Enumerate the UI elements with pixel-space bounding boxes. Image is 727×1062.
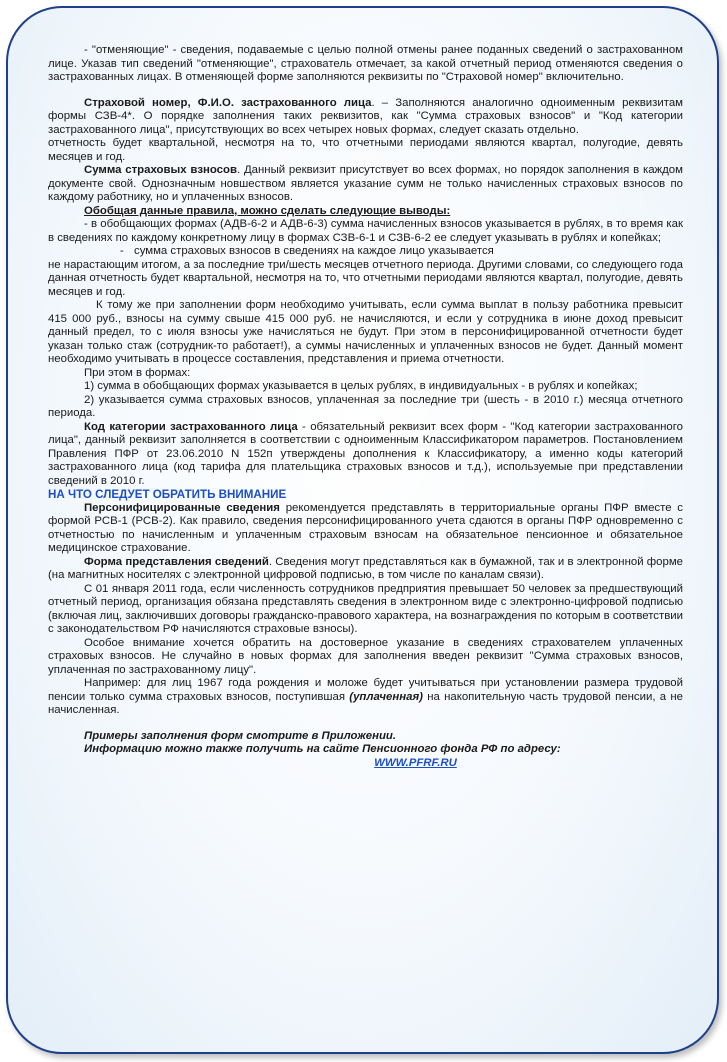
text-example: Например: для лиц 1967 года рождения и моложе будет учитываться при установлении размера трудовой пенсии только сумма страховых взносов, поступившая <box>48 677 683 703</box>
paragraph-in-forms: При этом в формах: <box>84 366 191 379</box>
paragraph-conclusions <box>48 205 683 219</box>
note-appendix: Примеры заполнения форм смотрите в Приложении. <box>84 729 397 742</box>
text-personified-info: рекомендуется представлять в территориальные органы ПФР вместе с формой РСВ-1 (РСВ-2). Как правило, сведения персонифицированного учета сдаются в органы ПФР одновременно с отчетностью по начисленным и уплаченным страховым взносам на обязательное пенсионное и обязательное медицинское страхование. <box>48 501 683 554</box>
paragraph-item-2: 2) указывается сумма страховых взносов, уплаченная за последние три (шесть - в 2010 г.) месяца отчетного периода. <box>48 393 683 419</box>
section-heading: НА ЧТО СЛЕДУЕТ ОБРАТИТЬ ВНИМАНИЕ <box>48 488 287 501</box>
list-dash: - <box>120 245 124 257</box>
term-paid: (уплаченная) <box>349 690 423 703</box>
document-body <box>48 44 683 770</box>
text-submission-form: . Сведения могут представляться как в бумажной, так и в электронной форме (на магнитных носителях с электронной цифровой подписью, в том числе по каналам связи). <box>48 555 684 581</box>
text-per-person: сумма страховых взносов в сведениях на каждое лицо указывается <box>134 245 494 257</box>
paragraph-per-person <box>48 245 683 259</box>
term-submission-form: Форма представления сведений <box>84 555 269 568</box>
text-insurance-number: . – Заполняются аналогично одноименным реквизитам формы СЗВ-4*. О порядке заполнения таких реквизитов, как "Сумма страховых взносов" и "Код категории застрахованного лица", присутствующих во всех четырех новых формах, следует сказать отдельно. <box>48 96 683 136</box>
term-category-code: Код категории застрахованного лица <box>84 420 298 433</box>
term-insurance-number: Страховой номер, Ф.И.О. застрахованного лица <box>84 96 372 109</box>
text-insurance-sum: . Данный реквизит присутствует во всех формах, но порядок заполнения в каждом документе свой. Однозначным новшеством является указание сумм не только начисленных страховых взносов по каждому работнику, но и уплаченных взносов. <box>48 164 683 203</box>
paragraph-submission-form <box>48 556 683 583</box>
paragraph-example <box>48 677 683 718</box>
paragraph-personified-info <box>48 502 683 556</box>
text-example-tail: на накопительную часть трудовой пенсии, а не начисленная. <box>48 690 683 716</box>
term-insurance-sum: Сумма страховых взносов <box>84 164 237 176</box>
text-category-code: - обязательный реквизит всех форм - "Код категории застрахованного лица", данный реквизит заполняется в соответствии с одноименным Классификатором параметров. Постановлением Правления ПФР от 23.06.2010 N 152п утверждены дополнения к Классификатору, а именно коды категорий застрахованного лица (код тарифа для плательщика страховых взносов и т.д.), используемые при представлении сведений в 2010 г. <box>48 420 683 487</box>
paragraph-special-attention: Особое внимание хочется обратить на достоверное указание в сведениях страхователем уплаченных страховых взносов. Не случайно в новых формах для заполнения введен реквизит "Сумма страховых взносов, уплаченная по застрахованному лицу". <box>48 636 683 676</box>
conclusions-heading: Обобщая данные правила, можно сделать следующие выводы: <box>84 204 451 217</box>
note-website: Информацию можно также получить на сайте Пенсионного фонда РФ по адресу: <box>84 743 561 755</box>
paragraph-category-code <box>48 421 683 489</box>
term-personified-info: Персонифицированные сведения <box>84 501 280 514</box>
paragraph-cancelling-info: - "отменяющие" - сведения, подаваемые с целью полной отмены ранее поданных сведений о застрахованном лице. Указав тип сведений "отменяющие", страхователь отмечает, за какой отчетный период отменяются сведения о застрахованных лицах. В отменяющей форме заполняются реквизиты по "Страховой номер" включительно. <box>48 44 683 83</box>
pfrf-website-link[interactable]: WWW.PFRF.RU <box>374 756 457 769</box>
paragraph-not-cumulative: не нарастающим итогом, а за последние три/шесть месяцев отчетного периода. Другими словами, со следующего года данная отчетность будет квартальной, несмотря на то, что отчетными периодами являются квартал, полугодие, девять месяцев и год. <box>48 258 683 298</box>
paragraph-insurance-number <box>48 97 683 138</box>
paragraph-limit-415000: К тому же при заполнении форм необходимо учитывать, если сумма выплат в пользу работника превысит 415 000 руб., взносы на сумму свыше 415 000 руб. не начисляются, и если у сотрудника в июне доход превысит данный предел, то с июля взносы уже начисляться не будут. При этом в персонифицированной отчетности будет указан только стаж (сотрудник-то работает!), а суммы начисленных и уплаченных взносов не будет. Данный момент необходимо учитывать в процессе составления, представления и приема отчетности. <box>48 299 683 365</box>
paragraph-item-1: 1) сумма в обобщающих формах указывается в целых рублях, в индивидуальных - в рублях и копейках; <box>84 380 638 392</box>
paragraph-insurance-sum <box>48 164 683 205</box>
paragraph-quarterly-reporting: отчетность будет квартальной, несмотря на то, что отчетными периодами являются квартал, полугодие, девять месяцев и год. <box>48 137 683 163</box>
paragraph-summary-forms: - в обобщающих формах (АДВ-6-2 и АДВ-6-3) сумма начисленных взносов указывается в рублях, в то время как в сведениях по каждому конкретному лицу в формах СЗВ-6-1 и СЗВ-6-2 ее следует указывать в рублях и копейках; <box>48 218 683 244</box>
paragraph-2011-rule: С 01 января 2011 года, если численность сотрудников предприятия превышает 50 человек за предшествующий отчетный период, организация обязана представлять сведения в электронном виде с электронно-цифровой подписью (включая лиц, заключивших договоры гражданско-правового характера, на вознаграждения по которым в соответствии с законодательством РФ начисляются страховые взносы). <box>48 582 683 635</box>
